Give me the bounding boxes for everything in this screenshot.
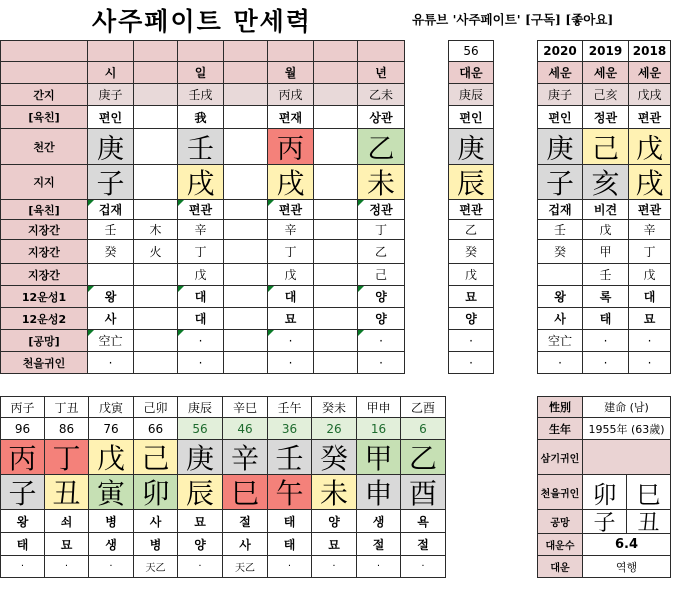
- info-gongmang-label: 공망: [537, 510, 583, 534]
- daeun-list-gongmang: ·: [0, 556, 45, 578]
- seun-heavenly-stem: 庚: [537, 129, 583, 165]
- pillar-cheoneul: ·: [88, 352, 134, 374]
- pillar-12unseong-2: [134, 308, 178, 330]
- pillar-12unseong-2: 양: [358, 308, 405, 330]
- seun-gongmang: ·: [629, 330, 671, 352]
- info-daeunsu-value: 6.4: [583, 534, 671, 556]
- pillar-header: [224, 62, 268, 84]
- pillar-yukchin-stem: 我: [178, 106, 224, 129]
- daeun-list-ganji: 丙子: [0, 396, 45, 418]
- pillar-jijanggan-3: [134, 264, 178, 286]
- seun-yukchin-stem: 편인: [537, 106, 583, 129]
- pillar-ganji: [224, 84, 268, 106]
- info-gongmang-2: 丑: [627, 510, 671, 534]
- seun-jijanggan-1: 壬: [537, 220, 583, 240]
- info-cheoneul-1: 卯: [583, 475, 627, 510]
- corner-cell: [0, 40, 88, 62]
- daeun-list-age: 36: [268, 418, 312, 440]
- seun-jijanggan-1: 戊: [583, 220, 629, 240]
- daeun-list-gongmang: ·: [89, 556, 134, 578]
- seun-cheoneul: ·: [537, 352, 583, 374]
- seun-year: 2019: [583, 40, 629, 62]
- daeun-list-ganji: 壬午: [268, 396, 312, 418]
- pillar-jijanggan-3: 己: [358, 264, 405, 286]
- pillar-12unseong-1: [224, 286, 268, 308]
- daeun-jijanggan-1: 乙: [448, 220, 494, 240]
- pillar-heavenly-stem: [224, 129, 268, 165]
- seun-ganji: 戊戌: [629, 84, 671, 106]
- info-gender-value: 建命 (남): [583, 396, 671, 418]
- row-label: [육친]: [0, 200, 88, 220]
- pillar-blank: [88, 40, 134, 62]
- pillar-earthly-branch: 戌: [178, 165, 224, 200]
- pillar-heavenly-stem: [314, 129, 358, 165]
- pillar-12unseong-1: 왕: [88, 286, 134, 308]
- daeun-list-branch: 酉: [401, 475, 446, 510]
- info-cheoneul-2: 巳: [627, 475, 671, 510]
- info-samgi-value: [583, 440, 671, 475]
- pillar-gongmang: ·: [178, 330, 224, 352]
- daeun-list-12unseong-2: 묘: [312, 533, 357, 556]
- pillar-jijanggan-2: 癸: [88, 240, 134, 264]
- seun-12unseong-1: 록: [583, 286, 629, 308]
- pillar-cheoneul: ·: [358, 352, 405, 374]
- seun-heavenly-stem: 己: [583, 129, 629, 165]
- daeun-list-gongmang: ·: [357, 556, 401, 578]
- seun-jijanggan-2: 甲: [583, 240, 629, 264]
- info-cheoneul-label: 천을귀인: [537, 475, 583, 510]
- seun-jijanggan-3: [537, 264, 583, 286]
- pillar-jijanggan-2: 火: [134, 240, 178, 264]
- daeun-list-gongmang: ·: [178, 556, 223, 578]
- pillar-12unseong-1: 대: [268, 286, 314, 308]
- daeun-list-branch: 辰: [178, 475, 223, 510]
- pillar-jijanggan-2: [224, 240, 268, 264]
- seun-yukchin-stem: 편관: [629, 106, 671, 129]
- seun-earthly-branch: 子: [537, 165, 583, 200]
- seun-cheoneul: ·: [629, 352, 671, 374]
- info-gongmang-1: 子: [583, 510, 627, 534]
- daeun-yukchin-stem: 편인: [448, 106, 494, 129]
- seun-heavenly-stem: 戊: [629, 129, 671, 165]
- daeun-list-12unseong-2: 절: [357, 533, 401, 556]
- daeun-list-12unseong-2: 태: [0, 533, 45, 556]
- pillar-gongmang: [134, 330, 178, 352]
- seun-year: 2020: [537, 40, 583, 62]
- page-title: 사주페이트 만세력: [92, 7, 312, 36]
- daeun-list-age: 46: [223, 418, 268, 440]
- daeun-list-12unseong-1: 묘: [178, 510, 223, 533]
- pillar-jijanggan-3: [224, 264, 268, 286]
- daeun-gongmang: ·: [448, 330, 494, 352]
- row-label: [공망]: [0, 330, 88, 352]
- pillar-jijanggan-3: 戊: [178, 264, 224, 286]
- pillar-gongmang: ·: [268, 330, 314, 352]
- pillar-cheoneul: [224, 352, 268, 374]
- pillar-ganji: 庚子: [88, 84, 134, 106]
- daeun-list-stem: 庚: [178, 440, 223, 475]
- daeun-list-12unseong-1: 양: [312, 510, 357, 533]
- seun-gongmang: ·: [583, 330, 629, 352]
- row-label: 지장간: [0, 240, 88, 264]
- pillar-yukchin-stem: 상관: [358, 106, 405, 129]
- daeun-list-age: 6: [401, 418, 446, 440]
- pillar-yukchin-branch: 편관: [178, 200, 224, 220]
- seun-earthly-branch: 戌: [629, 165, 671, 200]
- row-label: 12운성1: [0, 286, 88, 308]
- info-daeun-label: 대운: [537, 556, 583, 578]
- pillar-jijanggan-3: 戊: [268, 264, 314, 286]
- daeun-age: 56: [448, 40, 494, 62]
- pillar-earthly-branch: 未: [358, 165, 405, 200]
- daeun-header: 대운: [448, 62, 494, 84]
- daeun-list-stem: 甲: [357, 440, 401, 475]
- pillar-yukchin-branch: 편관: [268, 200, 314, 220]
- pillar-gongmang: [314, 330, 358, 352]
- seun-header: 세운: [537, 62, 583, 84]
- info-gender-label: 性別: [537, 396, 583, 418]
- seun-yukchin-stem: 정관: [583, 106, 629, 129]
- daeun-list-12unseong-2: 태: [268, 533, 312, 556]
- pillar-ganji: 壬戌: [178, 84, 224, 106]
- pillar-jijanggan-1: [224, 220, 268, 240]
- pillar-12unseong-2: [224, 308, 268, 330]
- pillar-blank: [358, 40, 405, 62]
- daeun-list-12unseong-2: 양: [178, 533, 223, 556]
- daeun-jijanggan-3: 戊: [448, 264, 494, 286]
- daeun-list-12unseong-1: 왕: [0, 510, 45, 533]
- pillar-ganji: [134, 84, 178, 106]
- daeun-list-12unseong-1: 쇠: [45, 510, 89, 533]
- pillar-blank: [268, 40, 314, 62]
- pillar-header: [134, 62, 178, 84]
- daeun-list-gongmang: ·: [268, 556, 312, 578]
- pillar-header: [314, 62, 358, 84]
- pillar-header: 일: [178, 62, 224, 84]
- pillar-yukchin-branch: [314, 200, 358, 220]
- daeun-list-branch: 申: [357, 475, 401, 510]
- pillar-gongmang: [224, 330, 268, 352]
- seun-yukchin-branch: 겁재: [537, 200, 583, 220]
- pillar-header: 월: [268, 62, 314, 84]
- pillar-heavenly-stem: 庚: [88, 129, 134, 165]
- pillar-cheoneul: ·: [178, 352, 224, 374]
- pillar-12unseong-2: [314, 308, 358, 330]
- pillar-yukchin-stem: 편재: [268, 106, 314, 129]
- seun-yukchin-branch: 편관: [629, 200, 671, 220]
- pillar-heavenly-stem: [134, 129, 178, 165]
- pillar-yukchin-branch: 정관: [358, 200, 405, 220]
- daeun-list-age: 56: [178, 418, 223, 440]
- pillar-gongmang: ·: [358, 330, 405, 352]
- pillar-earthly-branch: [314, 165, 358, 200]
- daeun-ganji: 庚辰: [448, 84, 494, 106]
- daeun-list-branch: 未: [312, 475, 357, 510]
- info-daeunsu-label: 대운수: [537, 534, 583, 556]
- daeun-list-age: 66: [134, 418, 178, 440]
- daeun-list-branch: 子: [0, 475, 45, 510]
- pillar-yukchin-branch: 겁재: [88, 200, 134, 220]
- daeun-heavenly-stem: 庚: [448, 129, 494, 165]
- pillar-jijanggan-1: 辛: [178, 220, 224, 240]
- pillar-jijanggan-2: 乙: [358, 240, 405, 264]
- daeun-list-12unseong-1: 병: [89, 510, 134, 533]
- daeun-list-stem: 己: [134, 440, 178, 475]
- pillar-heavenly-stem: 丙: [268, 129, 314, 165]
- daeun-12unseong-1: 묘: [448, 286, 494, 308]
- info-birth-value: 1955年 (63歲): [583, 418, 671, 440]
- pillar-jijanggan-1: 木: [134, 220, 178, 240]
- pillar-yukchin-stem: [314, 106, 358, 129]
- seun-header: 세운: [583, 62, 629, 84]
- daeun-list-branch: 卯: [134, 475, 178, 510]
- daeun-list-12unseong-1: 욕: [401, 510, 446, 533]
- seun-jijanggan-3: 壬: [583, 264, 629, 286]
- daeun-list-12unseong-2: 절: [401, 533, 446, 556]
- daeun-jijanggan-2: 癸: [448, 240, 494, 264]
- row-label: 간지: [0, 84, 88, 106]
- daeun-cheoneul: ·: [448, 352, 494, 374]
- info-samgi-label: 삼기귀인: [537, 440, 583, 475]
- daeun-list-ganji: 己卯: [134, 396, 178, 418]
- pillar-jijanggan-3: [88, 264, 134, 286]
- daeun-12unseong-2: 양: [448, 308, 494, 330]
- pillar-earthly-branch: [224, 165, 268, 200]
- pillar-12unseong-2: 사: [88, 308, 134, 330]
- daeun-list-age: 26: [312, 418, 357, 440]
- daeun-list-gongmang: ·: [401, 556, 446, 578]
- pillar-cheoneul: ·: [268, 352, 314, 374]
- pillar-earthly-branch: 子: [88, 165, 134, 200]
- corner-cell-2: [0, 62, 88, 84]
- pillar-heavenly-stem: 壬: [178, 129, 224, 165]
- daeun-list-gongmang: 天乙: [223, 556, 268, 578]
- pillar-12unseong-2: 대: [178, 308, 224, 330]
- daeun-list-12unseong-1: 절: [223, 510, 268, 533]
- pillar-blank: [314, 40, 358, 62]
- daeun-list-age: 76: [89, 418, 134, 440]
- pillar-yukchin-branch: [224, 200, 268, 220]
- daeun-list-branch: 寅: [89, 475, 134, 510]
- seun-jijanggan-2: 癸: [537, 240, 583, 264]
- pillar-heavenly-stem: 乙: [358, 129, 405, 165]
- pillar-earthly-branch: [134, 165, 178, 200]
- daeun-list-12unseong-1: 생: [357, 510, 401, 533]
- row-label: 지장간: [0, 264, 88, 286]
- seun-year: 2018: [629, 40, 671, 62]
- daeun-list-ganji: 甲申: [357, 396, 401, 418]
- row-label: 천을귀인: [0, 352, 88, 374]
- daeun-list-branch: 丑: [45, 475, 89, 510]
- pillar-blank: [224, 40, 268, 62]
- pillar-jijanggan-1: 辛: [268, 220, 314, 240]
- pillar-ganji: 丙戌: [268, 84, 314, 106]
- daeun-list-ganji: 乙酉: [401, 396, 446, 418]
- daeun-list-12unseong-1: 사: [134, 510, 178, 533]
- pillar-blank: [134, 40, 178, 62]
- daeun-list-gongmang: ·: [45, 556, 89, 578]
- pillar-12unseong-2: 묘: [268, 308, 314, 330]
- pillar-12unseong-1: 양: [358, 286, 405, 308]
- daeun-list-ganji: 戊寅: [89, 396, 134, 418]
- pillar-jijanggan-1: 壬: [88, 220, 134, 240]
- daeun-list-ganji: 癸未: [312, 396, 357, 418]
- seun-gongmang: 空亡: [537, 330, 583, 352]
- daeun-list-12unseong-2: 생: [89, 533, 134, 556]
- pillar-yukchin-branch: [134, 200, 178, 220]
- pillar-cheoneul: [314, 352, 358, 374]
- daeun-list-stem: 丙: [0, 440, 45, 475]
- daeun-yukchin-branch: 편관: [448, 200, 494, 220]
- daeun-list-branch: 巳: [223, 475, 268, 510]
- pillar-12unseong-1: [314, 286, 358, 308]
- seun-ganji: 庚子: [537, 84, 583, 106]
- row-label: 천간: [0, 129, 88, 165]
- daeun-list-ganji: 庚辰: [178, 396, 223, 418]
- info-birth-label: 生年: [537, 418, 583, 440]
- pillar-yukchin-stem: [134, 106, 178, 129]
- daeun-list-12unseong-2: 사: [223, 533, 268, 556]
- daeun-list-age: 96: [0, 418, 45, 440]
- seun-cheoneul: ·: [583, 352, 629, 374]
- seun-12unseong-2: 태: [583, 308, 629, 330]
- daeun-list-stem: 癸: [312, 440, 357, 475]
- row-label: [육친]: [0, 106, 88, 129]
- youtube-caption: 유튜브 '사주페이트' [구독] [좋아요]: [412, 12, 614, 27]
- daeun-list-gongmang: 天乙: [134, 556, 178, 578]
- daeun-earthly-branch: 辰: [448, 165, 494, 200]
- pillar-12unseong-1: 대: [178, 286, 224, 308]
- daeun-list-stem: 戊: [89, 440, 134, 475]
- row-label: 지지: [0, 165, 88, 200]
- seun-earthly-branch: 亥: [583, 165, 629, 200]
- seun-header: 세운: [629, 62, 671, 84]
- seun-12unseong-1: 왕: [537, 286, 583, 308]
- daeun-list-age: 16: [357, 418, 401, 440]
- seun-jijanggan-2: 丁: [629, 240, 671, 264]
- pillar-header: 년: [358, 62, 405, 84]
- daeun-list-12unseong-2: 묘: [45, 533, 89, 556]
- pillar-yukchin-stem: 편인: [88, 106, 134, 129]
- seun-jijanggan-3: 戊: [629, 264, 671, 286]
- daeun-list-stem: 辛: [223, 440, 268, 475]
- pillar-jijanggan-1: [314, 220, 358, 240]
- row-label: 12운성2: [0, 308, 88, 330]
- daeun-list-stem: 壬: [268, 440, 312, 475]
- daeun-list-age: 86: [45, 418, 89, 440]
- seun-yukchin-branch: 비견: [583, 200, 629, 220]
- daeun-list-gongmang: ·: [312, 556, 357, 578]
- daeun-list-12unseong-2: 병: [134, 533, 178, 556]
- pillar-ganji: 乙未: [358, 84, 405, 106]
- daeun-list-ganji: 丁丑: [45, 396, 89, 418]
- seun-12unseong-2: 사: [537, 308, 583, 330]
- daeun-list-branch: 午: [268, 475, 312, 510]
- pillar-jijanggan-2: 丁: [268, 240, 314, 264]
- daeun-list-stem: 丁: [45, 440, 89, 475]
- daeun-list-12unseong-1: 태: [268, 510, 312, 533]
- row-label: 지장간: [0, 220, 88, 240]
- daeun-list-stem: 乙: [401, 440, 446, 475]
- pillar-earthly-branch: 戌: [268, 165, 314, 200]
- pillar-ganji: [314, 84, 358, 106]
- seun-jijanggan-1: 辛: [629, 220, 671, 240]
- info-daeun-value: 역행: [583, 556, 671, 578]
- pillar-12unseong-1: [134, 286, 178, 308]
- pillar-cheoneul: [134, 352, 178, 374]
- pillar-jijanggan-1: 丁: [358, 220, 405, 240]
- seun-12unseong-1: 대: [629, 286, 671, 308]
- daeun-list-ganji: 辛巳: [223, 396, 268, 418]
- pillar-header: 시: [88, 62, 134, 84]
- pillar-blank: [178, 40, 224, 62]
- seun-ganji: 己亥: [583, 84, 629, 106]
- pillar-jijanggan-2: [314, 240, 358, 264]
- pillar-jijanggan-2: 丁: [178, 240, 224, 264]
- pillar-gongmang: 空亡: [88, 330, 134, 352]
- pillar-yukchin-stem: [224, 106, 268, 129]
- seun-12unseong-2: 묘: [629, 308, 671, 330]
- pillar-jijanggan-3: [314, 264, 358, 286]
